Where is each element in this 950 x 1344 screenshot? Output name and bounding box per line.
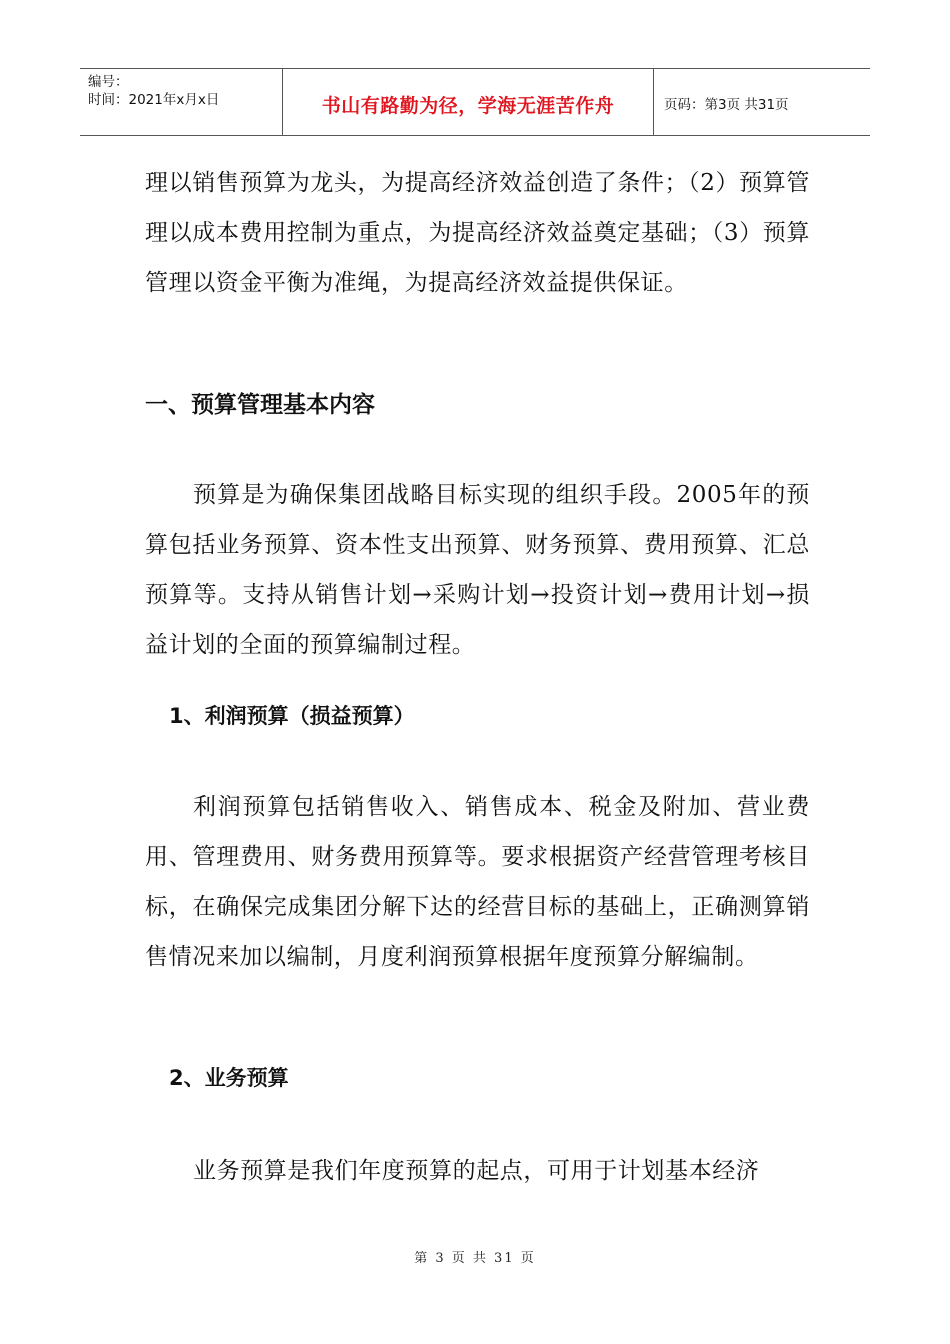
page-footer: 第 3 页 共 31 页: [414, 1251, 536, 1266]
budget-overview-paragraph: 预算是为确保集团战略目标实现的组织手段。2005年的预算包括业务预算、资本性支出预算、财务预算、费用预算、汇总预算等。支持从销售计划→采购计划→投资计划→费用计划→损益计划的全面的预算编制过程。: [145, 482, 810, 658]
header-page-cell: [654, 69, 870, 135]
header-meta-cell: [80, 69, 282, 135]
header-page-info: 页码：第3页 共31页: [664, 97, 789, 113]
subheading-business-budget: 2、业务预算: [169, 1066, 289, 1090]
header-table: [80, 68, 870, 136]
subheading-profit-budget: 1、利润预算（损益预算）: [169, 704, 415, 728]
intro-paragraph: 理以销售预算为龙头，为提高经济效益创造了条件；（2）预算管理以成本费用控制为重点，为提高经济效益奠定基础；（3）预算管理以资金平衡为准绳，为提高经济效益提供保证。: [145, 170, 810, 296]
header-motto-cell: [282, 69, 654, 135]
document-time-label: 时间：2021年x月x日: [88, 92, 220, 108]
section-heading-budget-content: 一、预算管理基本内容: [145, 392, 375, 418]
business-budget-paragraph: 业务预算是我们年度预算的起点，可用于计划基本经济: [193, 1158, 760, 1184]
profit-budget-paragraph: 利润预算包括销售收入、销售成本、税金及附加、营业费用、管理费用、财务费用预算等。要求根据资产经营管理考核目标，在确保完成集团分解下达的经营目标的基础上，正确测算销售情况来加以编制，月度利润预算根据年度预算分解编制。: [145, 794, 810, 970]
header-motto: 书山有路勤为径，学海无涯苦作舟: [321, 94, 615, 117]
document-number-label: 编号：: [88, 74, 129, 90]
